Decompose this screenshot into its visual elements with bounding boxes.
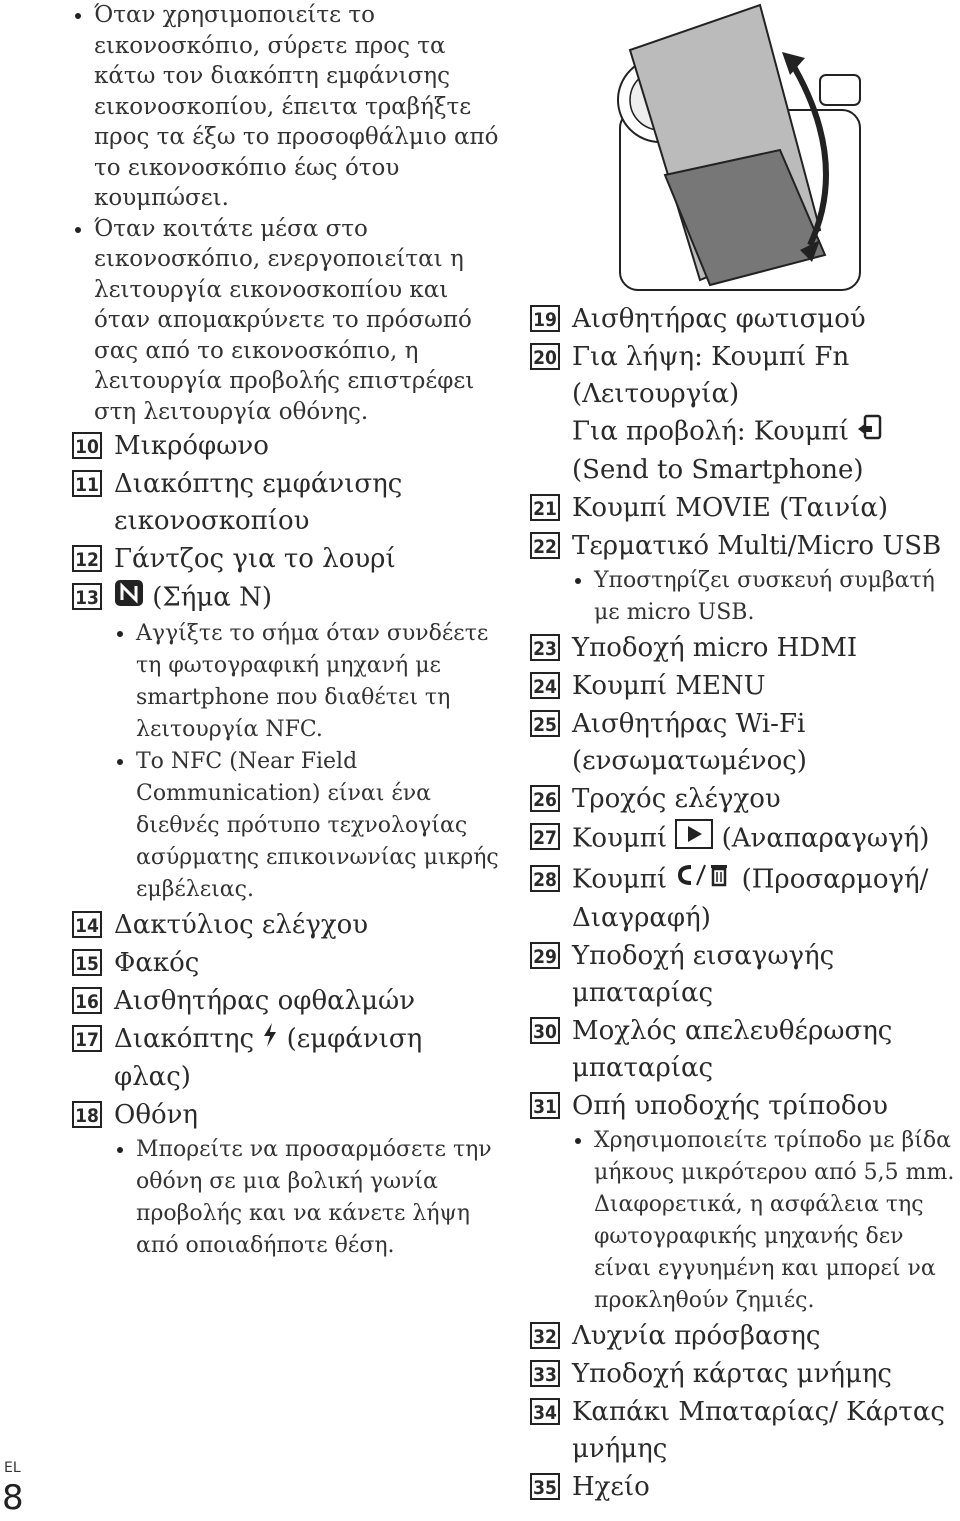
item-label-line3: Για προβολή: Κουμπί [572, 416, 849, 447]
bullet-viewfinder-usage: Όταν χρησιμοποιείτε το εικονοσκόπιο, σύρετε προς τα κάτω τον διακόπτη εμφάνισης εικονοσκοπίου, έπειτα τραβήξτε προς τα έξω το προσοφθάλμιο από το εικονοσκόπιο έως ότου κουμπώσει. [72, 0, 502, 214]
item-label-suffix: (εμφάνιση φλας) [114, 1024, 423, 1092]
item-label: Οπή υποδοχής τρίποδου [572, 1091, 888, 1121]
item-31 [530, 1088, 960, 1125]
item-label: Καπάκι Μπαταρίας/ Κάρτας μνήμης [572, 1397, 945, 1464]
item-label: Τερματικό Multi/Micro USB [572, 531, 942, 561]
item-label-suffix: (Προσαρμογή/ Διαγραφή) [572, 864, 929, 933]
item-number: 22 [530, 532, 560, 559]
item-30 [530, 1013, 960, 1087]
bullet-viewfinder-eye: Όταν κοιτάτε μέσα στο εικονοσκόπιο, ενεργοποιείται η λειτουργία εικονοσκοπίου και όταν απομακρύνετε το πρόσωπό σας από το εικονοσκόπιο, η λειτουργία προβολής επιστρέφει στη λειτουργία οθόνης. [72, 214, 502, 428]
item-label: Αισθητήρας οφθαλμών [114, 986, 416, 1016]
item-23 [530, 630, 960, 667]
item-number: 30 [530, 1017, 560, 1044]
item-number: 12 [72, 545, 102, 572]
item-18 [72, 1097, 502, 1134]
bullet-tripod: Χρησιμοποιείτε τρίποδο με βίδα μήκους μικρότερου από 5,5 mm. Διαφορετικά, η ασφάλεια της φωτογραφικής μηχανής δεν είναι εγγυημένη και μπορεί να προκληθούν ζημιές. [572, 1125, 960, 1317]
item-label-line2: (Λειτουργία) [572, 379, 740, 409]
item-label: Κουμπί [572, 823, 668, 854]
item-33 [530, 1356, 960, 1393]
item-label: Αισθητήρας Wi-Fi (ενσωματωμένος) [572, 709, 807, 776]
item-label: Υποδοχή micro HDMI [572, 633, 858, 663]
item-number: 21 [530, 494, 560, 521]
item-number: 28 [530, 865, 560, 892]
item-11 [72, 466, 502, 540]
flash-icon [262, 1022, 278, 1059]
camera-tilting-screen-illustration [590, 0, 890, 300]
send-to-smartphone-icon [857, 413, 883, 452]
item-21 [530, 490, 960, 527]
page-language-code: EL [4, 1460, 21, 1476]
left-column [72, 0, 502, 1262]
bullet-nfc-definition: Το NFC (Near Field Communication) είναι ένα διεθνές πρότυπο τεχνολογίας ασύρματης επικοινωνίας μικρής εμβέλειας. [114, 746, 502, 906]
item-label: Κουμπί [572, 864, 668, 895]
item-label: Υποδοχή εισαγωγής μπαταρίας [572, 941, 835, 1008]
item-label: (Σήμα N) [152, 582, 272, 613]
item-number: 31 [530, 1092, 560, 1119]
item-label: Διακόπτης εμφάνισης εικονοσκοπίου [114, 469, 403, 536]
item-number: 35 [530, 1473, 560, 1500]
item-label: Διακόπτης [114, 1024, 255, 1054]
item-label: Ηχείο [572, 1472, 650, 1502]
item-number: 15 [72, 949, 102, 976]
custom-delete-icon [675, 861, 733, 900]
item-15 [72, 945, 502, 982]
item-label: Οθόνη [114, 1099, 199, 1130]
item-number: 14 [72, 911, 102, 938]
item-number: 24 [530, 672, 560, 699]
item-26 [530, 781, 960, 818]
item-number: 11 [72, 470, 102, 497]
item-label: Υποδοχή κάρτας μνήμης [572, 1359, 892, 1389]
item-number: 13 [72, 583, 102, 610]
item-number: 23 [530, 634, 560, 661]
item-label-line1: Για λήψη: Κουμπί Fn [572, 342, 850, 372]
item-17 [72, 1021, 502, 1096]
item-label: Κουμπί MENU [572, 671, 766, 701]
item-27 [530, 819, 960, 860]
item-label: Λυχνία πρόσβασης [572, 1321, 821, 1351]
item-28 [530, 861, 960, 937]
item-label: Δακτύλιος ελέγχου [114, 910, 369, 940]
item-19 [530, 301, 960, 338]
item-13 [72, 579, 502, 618]
bullet-micro-usb: Υποστηρίζει συσκευή συμβατή με micro USB. [572, 565, 960, 629]
item-25 [530, 706, 960, 780]
item-label-suffix: (Αναπαραγωγή) [721, 823, 930, 854]
item-number: 16 [72, 987, 102, 1014]
item-number: 27 [530, 823, 560, 850]
item-34 [530, 1394, 960, 1468]
item-number: 34 [530, 1398, 560, 1425]
playback-icon [675, 819, 713, 860]
item-label: Κουμπί MOVIE (Ταινία) [572, 493, 889, 523]
item-29 [530, 938, 960, 1012]
item-20 [530, 339, 960, 489]
nfc-n-mark-icon [114, 579, 144, 618]
bullet-screen-angle: Μπορείτε να προσαρμόσετε την οθόνη σε μια βολική γωνία προβολής και να κάνετε λήψη από οποιαδήποτε θέση. [114, 1134, 502, 1262]
item-label: Φακός [114, 948, 200, 978]
item-22 [530, 528, 960, 565]
item-label-line4: (Send to Smartphone) [572, 455, 864, 485]
item-label: Μοχλός απελευθέρωσης μπαταρίας [572, 1016, 893, 1083]
item-label: Γάντζος για το λουρί [114, 544, 396, 574]
page-number: 8 [2, 1478, 24, 1518]
item-number: 29 [530, 942, 560, 969]
item-number: 20 [530, 343, 560, 370]
item-number: 17 [72, 1025, 102, 1052]
item-label: Αισθητήρας φωτισμού [572, 304, 866, 334]
item-35 [530, 1469, 960, 1506]
item-14 [72, 907, 502, 944]
item-number: 25 [530, 710, 560, 737]
item-16 [72, 983, 502, 1020]
right-column [530, 300, 960, 1506]
item-number: 10 [72, 432, 102, 459]
item-32 [530, 1318, 960, 1355]
item-number: 18 [72, 1101, 102, 1128]
bullet-nfc-touch: Αγγίξτε το σήμα όταν συνδέετε τη φωτογραφική μηχανή με smartphone που διαθέτει τη λειτουργία NFC. [114, 618, 502, 746]
item-24 [530, 668, 960, 705]
item-number: 19 [530, 305, 560, 332]
item-10 [72, 428, 502, 465]
item-label: Μικρόφωνο [114, 431, 269, 461]
item-label: Τροχός ελέγχου [572, 784, 781, 814]
item-12 [72, 541, 502, 578]
item-number: 26 [530, 785, 560, 812]
item-number: 33 [530, 1360, 560, 1387]
item-number: 32 [530, 1322, 560, 1349]
